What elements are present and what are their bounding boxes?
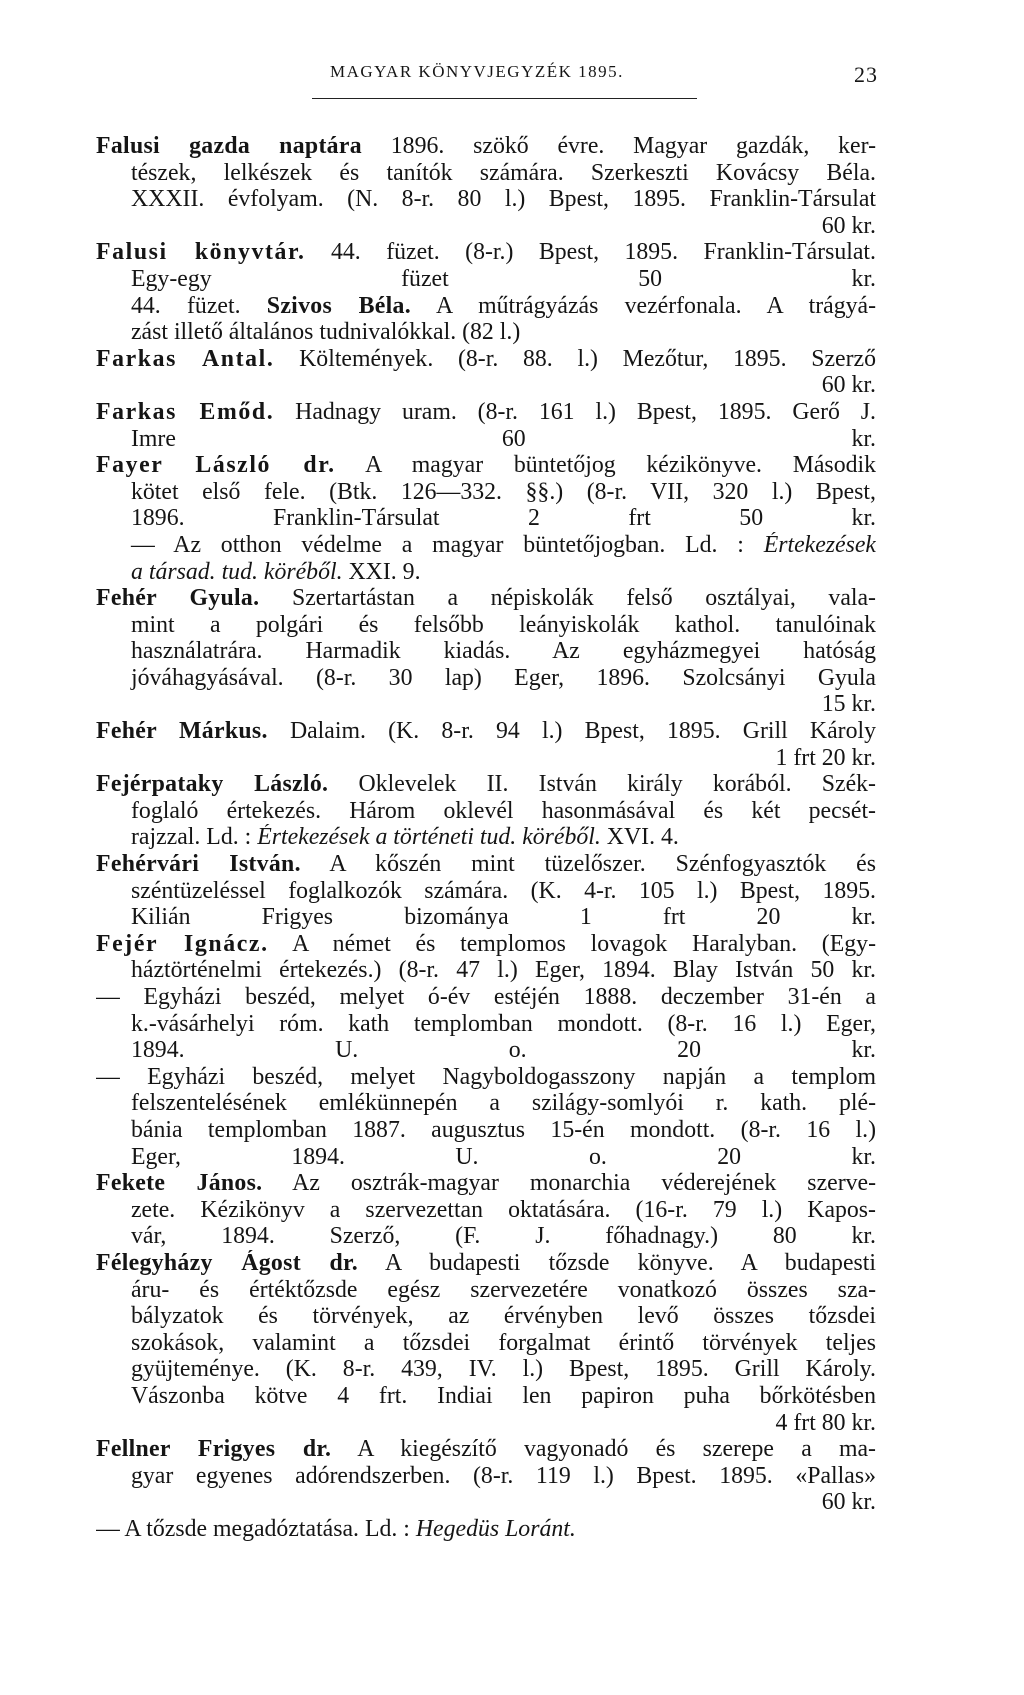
entry-line: bályzatok és törvények, az érvényben levő összes tőzsdei [131, 1303, 876, 1330]
series-title: Értekezések [763, 531, 876, 558]
entry-author: Falusi gazda naptára [96, 133, 362, 159]
entry-author: Falusi könyvtár. [96, 239, 306, 266]
entry-line: gyar egyenes adórendszerben. (8-r. 119 l.) Bpest. 1895. «Pallas» [131, 1462, 876, 1489]
entry-line: Fellner Frigyes dr. A kiegészítő vagyonadó és szerepe a ma- [96, 1436, 876, 1463]
entry-line: Fayer László dr. A magyar büntetőjog kézikönyve. Második [96, 452, 876, 479]
entry-line: Fekete János. Az osztrák-magyar monarchia véderejének szerve- [96, 1170, 876, 1197]
entry-line: mint a polgári és felsőbb leányiskolák kathol. tanulóinak [131, 611, 876, 638]
entry-line: zást illető általános tudnivalókkal. (82 l.) [131, 319, 521, 346]
entry-price: 4 frt 80 kr. [775, 1409, 876, 1436]
entry-line: Falusi könyvtár. 44. füzet. (8-r.) Bpest, 1895. Franklin-Társulat. [96, 239, 876, 266]
entry-line: felszentelésének emlékünnepén a szilágy-somlyói r. kath. plé- [131, 1090, 876, 1117]
entry-line: rajzzal. Ld. : Értekezések a történeti tud. köréből. XVI. 4. [131, 824, 679, 851]
entry-line: Fehér Márkus. Dalaim. (K. 8-r. 94 l.) Bpest, 1895. Grill Károly [96, 718, 876, 745]
entry-price: 60 kr. [821, 372, 876, 399]
entry-line: áru- és értéktőzsde egész szervezetére vonatkozó összes sza- [131, 1276, 876, 1303]
entry-line: — A tőzsde megadóztatása. Ld. : Hegedüs Loránt. [96, 1515, 576, 1542]
entry-price: 2 frt 50 kr. [528, 505, 876, 532]
catalog-body [96, 133, 876, 1542]
entry-price: 60 kr. [501, 425, 876, 452]
entry-line: k.-vásárhelyi róm. kath templomban mondott. (8-r. 16 l.) Eger, [131, 1010, 876, 1037]
entry-line: Farkas Emőd. Hadnagy uram. (8-r. 161 l.) Bpest, 1895. Gerő J. [96, 398, 876, 425]
entry-line: Fehérvári István. A kőszén mint tüzelőszer. Szénfogyasztók és [96, 851, 876, 878]
entry-line: — Egyházi beszéd, melyet ó-év estéjén 1888. deczember 31-én a [96, 984, 876, 1010]
entry-price: 60 kr. [821, 1489, 876, 1516]
entry-author: Fejérpataky László. [96, 771, 329, 798]
entry-line: 44. füzet. Szivos Béla. A műtrágyázás vezérfonala. A trágyá- [131, 292, 876, 319]
entry-author: Fejér Ignácz. [96, 930, 269, 957]
entry-line: Félegyházy Ágost dr. A budapesti tőzsde könyve. A budapesti [96, 1249, 876, 1276]
entry-line: Fehér Gyula. Szertartástan a népiskolák felső osztályai, vala- [96, 585, 876, 612]
entry-author: Fehér Gyula. [96, 585, 260, 612]
entry-price: 1 frt 20 kr. [579, 904, 876, 931]
entry-line: — Egyházi beszéd, melyet Nagyboldogasszony napján a templom [96, 1063, 876, 1090]
entry-line: kötet első fele. (Btk. 126—332. §§.) (8-r. VII, 320 l.) Bpest, [131, 478, 876, 505]
entry-author: Félegyházy Ágost dr. [96, 1249, 358, 1276]
series-title: Értekezések a történeti tud. köréből. [257, 824, 601, 851]
header-rule [312, 98, 697, 99]
entry-line: 1894. U. o. 20 kr. [131, 1037, 876, 1064]
entry-author: Farkas Antal. [96, 345, 275, 372]
entry-author: Farkas Emőd. [96, 398, 275, 425]
entry-author: Fekete János. [96, 1170, 263, 1197]
entry-line: bánia templomban 1887. augusztus 15-én mondott. (8-r. 16 l.) [131, 1116, 876, 1143]
entry-line: vár, 1894. Szerző, (F. J. főhadnagy.) 80 kr. [131, 1223, 876, 1250]
entry-author: Szivos Béla. [266, 292, 412, 319]
entry-line: XXXII. évfolyam. (N. 8-r. 80 l.) Bpest, 1895. Franklin-Társulat [131, 186, 876, 213]
entry-price: 20 kr. [677, 1037, 876, 1064]
entry-price: 50 kr. [638, 265, 876, 292]
entry-line: — Az otthon védelme a magyar büntetőjogban. Ld. : Értekezések [131, 531, 876, 558]
entry-line: háztörténelmi értekezés.) (8-r. 47 l.) Eger, 1894. Blay István 50 kr. [131, 957, 876, 984]
entry-line: jóváhagyásával. (8-r. 30 lap) Eger, 1896. Szolcsányi Gyula [131, 664, 876, 691]
entry-line: Kilián Frigyes bizománya 1 frt 20 kr. [131, 904, 876, 931]
entry-line: a társad. tud. köréből. XXI. 9. [131, 558, 421, 585]
entry-author: Fehér Márkus. [96, 718, 268, 745]
running-title: MAGYAR KÖNYVJEGYZÉK 1895. [330, 62, 624, 81]
series-title: a társad. tud. köréből. [131, 558, 343, 585]
entry-price: 60 kr. [821, 212, 876, 239]
entry-line: széntüzeléssel foglalkozók számára. (K. 4-r. 105 l.) Bpest, 1895. [131, 877, 876, 904]
entry-line: zete. Kézikönyv a szervezettan oktatására. (16-r. 79 l.) Kapos- [131, 1196, 876, 1223]
entry-line: 1896. Franklin-Társulat 2 frt 50 kr. [131, 505, 876, 532]
entry-price: 15 kr. [821, 691, 876, 718]
entry-line: Vászonba kötve 4 frt. Indiai len papiron puha bőrkötésben [131, 1382, 876, 1409]
entry-line: Imre 60 kr. [131, 425, 876, 452]
entry-line: Fejérpataky László. Oklevelek II. István király korából. Szék- [96, 771, 876, 798]
entry-line: Fejér Ignácz. A német és templomos lovagok Haralyban. (Egy- [96, 930, 876, 957]
entry-price: 1 frt 20 kr. [775, 744, 876, 771]
entry-line: használatrára. Harmadik kiadás. Az egyházmegyei hatóság [131, 638, 876, 665]
series-title: Hegedüs Loránt. [415, 1515, 576, 1542]
entry-line: szokások, valamint a tőzsdei forgalmat érintő törvények teljes [131, 1329, 876, 1356]
entry-author: Fehérvári István. [96, 851, 301, 878]
entry-line: Eger, 1894. U. o. 20 kr. [131, 1143, 876, 1170]
entry-author: Fayer László dr. [96, 452, 336, 479]
entry-line: Egy-egy füzet 50 kr. [131, 265, 876, 292]
entry-price: 20 kr. [717, 1143, 876, 1170]
entry-line: Farkas Antal. Költemények. (8-r. 88. l.) Mezőtur, 1895. Szerző [96, 345, 876, 372]
entry-line: foglaló értekezés. Három oklevél hasonmásával és két pecsét- [131, 797, 876, 824]
entry-line: Falusi gazda naptára 1896. szökő évre. Magyar gazdák, ker- [96, 133, 876, 159]
page-number: 23 [854, 62, 878, 87]
entry-line: tészek, lelkészek és tanítók számára. Szerkeszti Kovácsy Béla. [131, 159, 876, 186]
entry-line: gyüjteménye. (K. 8-r. 439, IV. l.) Bpest, 1895. Grill Károly. [131, 1356, 876, 1383]
entry-author: Fellner Frigyes dr. [96, 1436, 332, 1463]
entry-price: 80 kr. [772, 1223, 876, 1250]
